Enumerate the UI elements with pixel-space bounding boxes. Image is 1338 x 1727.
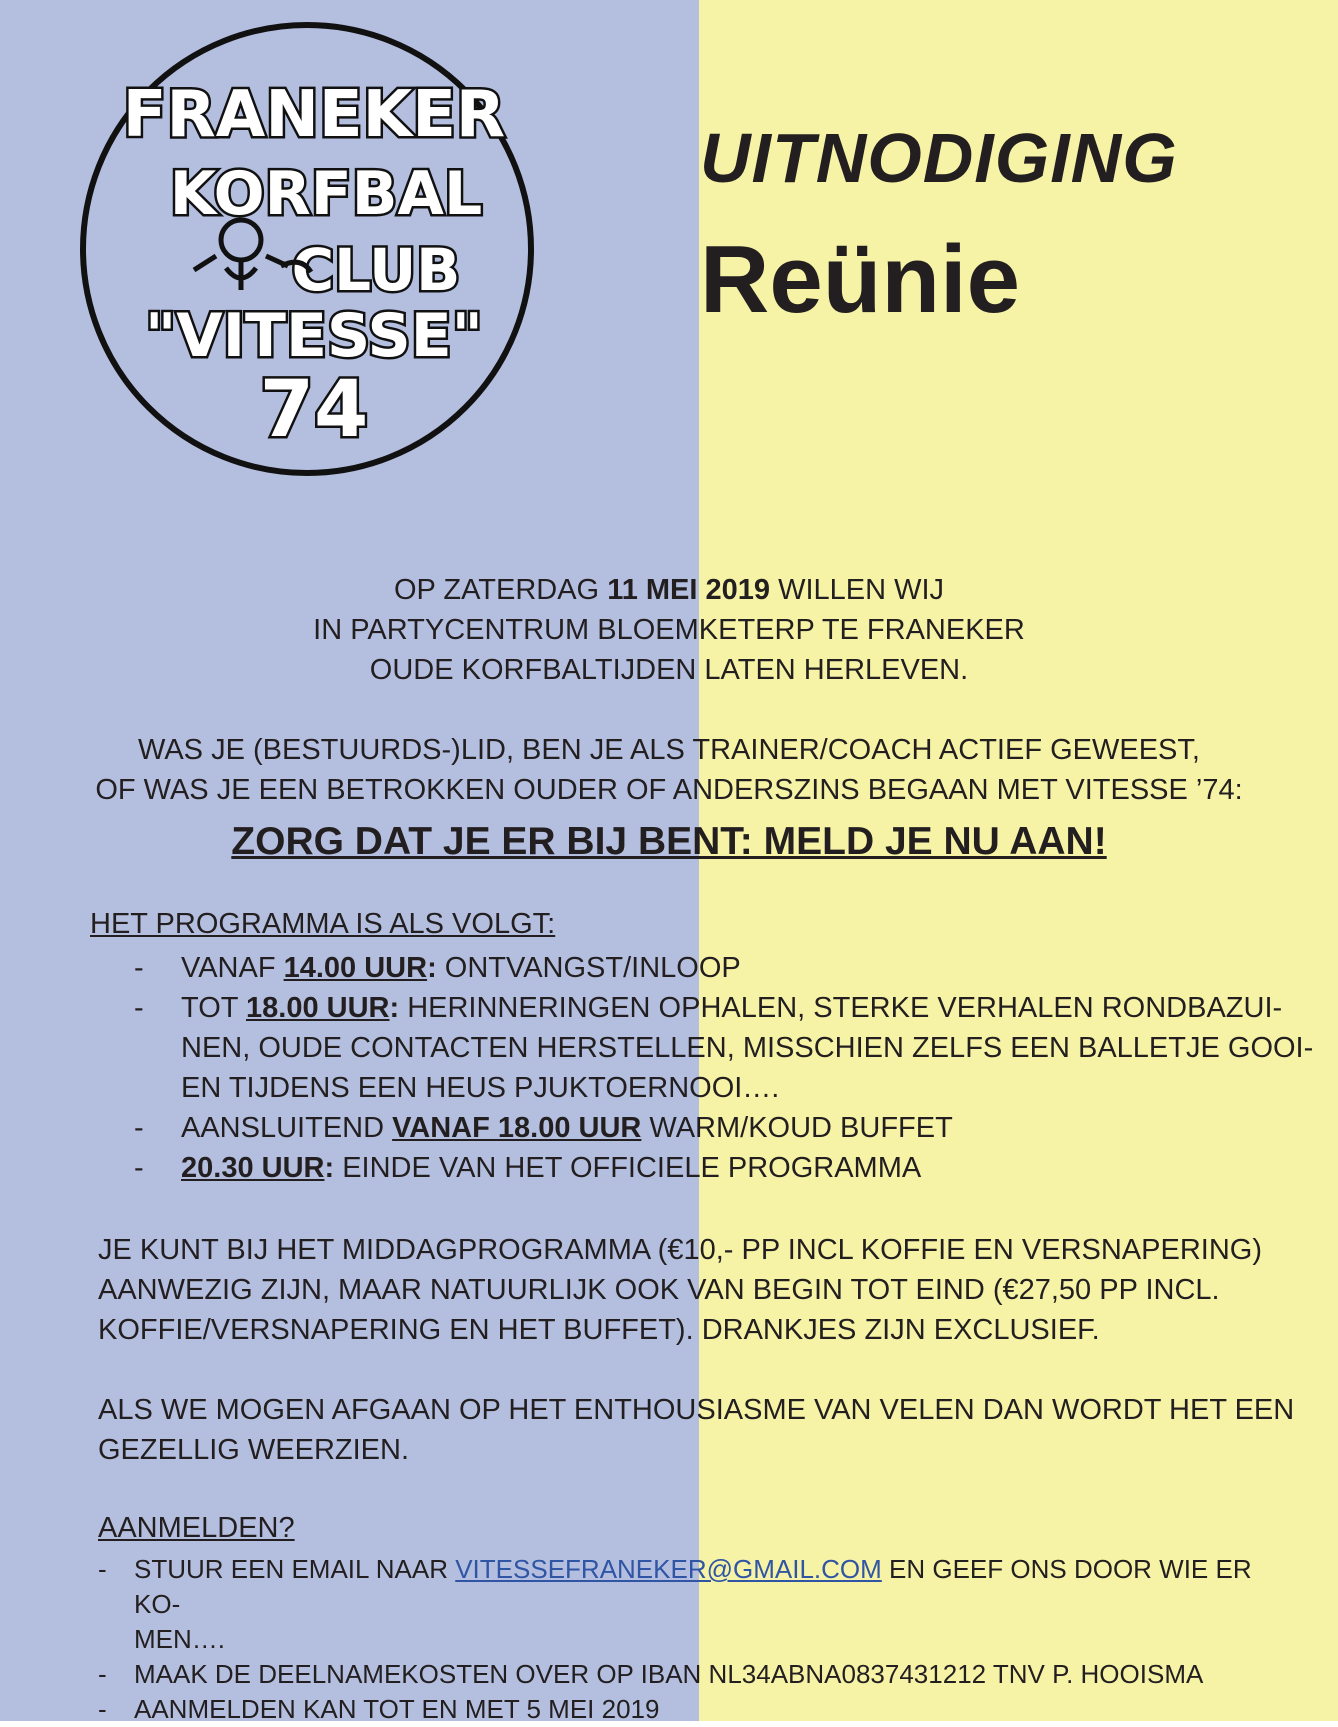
program-time: 18.00 UUR [246, 992, 390, 1024]
cost-line: KOFFIE/VERSNAPERING EN HET BUFFET). DRANKJES ZIJN EXCLUSIEF. [98, 1314, 1100, 1346]
logo-text-year: 74 [259, 365, 369, 455]
program-text: ONTVANGST/INLOOP [436, 952, 741, 984]
registration-text: AANMELDEN KAN TOT EN MET 5 MEI 2019 [134, 1694, 660, 1724]
list-dash: - [134, 992, 144, 1024]
enthusiasm-line: GEZELLIG WEERZIEN. [98, 1434, 409, 1466]
program-time: VANAF 18.00 UUR [392, 1112, 642, 1144]
list-dash: - [98, 1554, 107, 1584]
registration-item [98, 1692, 1298, 1727]
registration-text: MAAK DE DEELNAMEKOSTEN OVER OP IBAN NL34ABNA0837431212 TNV P. HOOISMA [134, 1659, 1204, 1689]
program-colon: : [324, 1152, 335, 1184]
registration-heading: AANMELDEN? [98, 1512, 295, 1544]
intro-line-3: OUDE KORFBALTIJDEN LATEN HERLEVEN. [369, 654, 969, 686]
program-time: 14.00 UUR [283, 952, 428, 984]
who-line-1: WAS JE (BESTUURDS-)LID, BEN JE ALS TRAINER/COACH ACTIEF GEWEEST, [138, 734, 1200, 766]
list-dash: - [134, 1152, 144, 1184]
who-line-2: OF WAS JE EEN BETROKKEN OUDER OF ANDERSZINS BEGAAN MET VITESSE ’74: [95, 774, 1243, 806]
program-colon: : [427, 952, 437, 984]
list-dash: - [134, 1112, 144, 1144]
program-heading: HET PROGRAMMA IS ALS VOLGT: [90, 908, 556, 940]
program-text: EINDE VAN HET OFFICIELE PROGRAMMA [334, 1152, 922, 1184]
invitation-label: UITNODIGING [700, 119, 1178, 197]
program-text: TOT [181, 992, 246, 1024]
cost-line: AANWEZIG ZIJN, MAAR NATUURLIJK OOK VAN BEGIN TOT EIND (€27,50 PP INCL. [98, 1274, 1220, 1306]
program-text: WARM/KOUD BUFFET [641, 1112, 953, 1144]
email-link[interactable]: VITESSEFRANEKER@GMAIL.COM [455, 1554, 882, 1584]
cost-paragraph [98, 1230, 1328, 1350]
registration-text: MEN…. [134, 1624, 225, 1654]
list-dash: - [98, 1694, 107, 1724]
program-list [134, 948, 1314, 1188]
intro-paragraph [0, 570, 1338, 690]
logo-text-vitesse: "VITESSE" [145, 301, 483, 371]
program-text: EN TIJDENS EEN HEUS PJUKTOERNOOI…. [181, 1072, 780, 1104]
program-colon: : [389, 992, 400, 1024]
program-text: AANSLUITEND [181, 1112, 393, 1144]
list-dash: - [98, 1659, 107, 1689]
registration-list [98, 1552, 1298, 1727]
registration-item [98, 1657, 1298, 1692]
club-logo [76, 18, 538, 480]
registration-text: EN GEEF ONS DOOR WIE ER KO- [134, 1554, 1252, 1619]
program-text: VANAF [181, 952, 284, 984]
cost-line: JE KUNT BIJ HET MIDDAGPROGRAMMA (€10,- PP INCL KOFFIE EN VERSNAPERING) [98, 1234, 1262, 1266]
who-paragraph [0, 730, 1338, 810]
call-to-action: ZORG DAT JE ER BIJ BENT: MELD JE NU AAN! [231, 820, 1107, 863]
program-text: NEN, OUDE CONTACTEN HERSTELLEN, MISSCHIEN ZELFS EEN BALLETJE GOOI- [181, 1032, 1314, 1064]
enthusiasm-line: ALS WE MOGEN AFGAAN OP HET ENTHOUSIASME VAN VELEN DAN WORDT HET EEN [98, 1394, 1295, 1426]
program-item [134, 1108, 1314, 1148]
list-dash: - [134, 952, 144, 984]
logo-text-franeker: FRANEKER [122, 78, 506, 152]
intro-text: OP ZATERDAG [393, 574, 608, 606]
program-item [134, 988, 1314, 1108]
program-text: HERINNERINGEN OPHALEN, STERKE VERHALEN RONDBAZUI- [399, 992, 1283, 1024]
registration-text: STUUR EEN EMAIL NAAR [134, 1554, 456, 1584]
intro-line-2: IN PARTYCENTRUM BLOEMKETERP TE FRANEKER [313, 614, 1025, 646]
logo-text-club: CLUB [291, 236, 461, 304]
page-title: Reünie [700, 226, 1021, 333]
program-time: 20.30 UUR [181, 1152, 325, 1184]
enthusiasm-paragraph [98, 1390, 1328, 1470]
event-date: 11 MEI 2019 [607, 574, 771, 606]
intro-line-1 [0, 570, 1338, 610]
program-item [134, 948, 1314, 988]
logo-text-korfbal: KORFBAL [169, 159, 483, 229]
program-item [134, 1148, 1314, 1188]
registration-item [98, 1552, 1298, 1657]
intro-text: WILLEN WIJ [770, 574, 945, 606]
